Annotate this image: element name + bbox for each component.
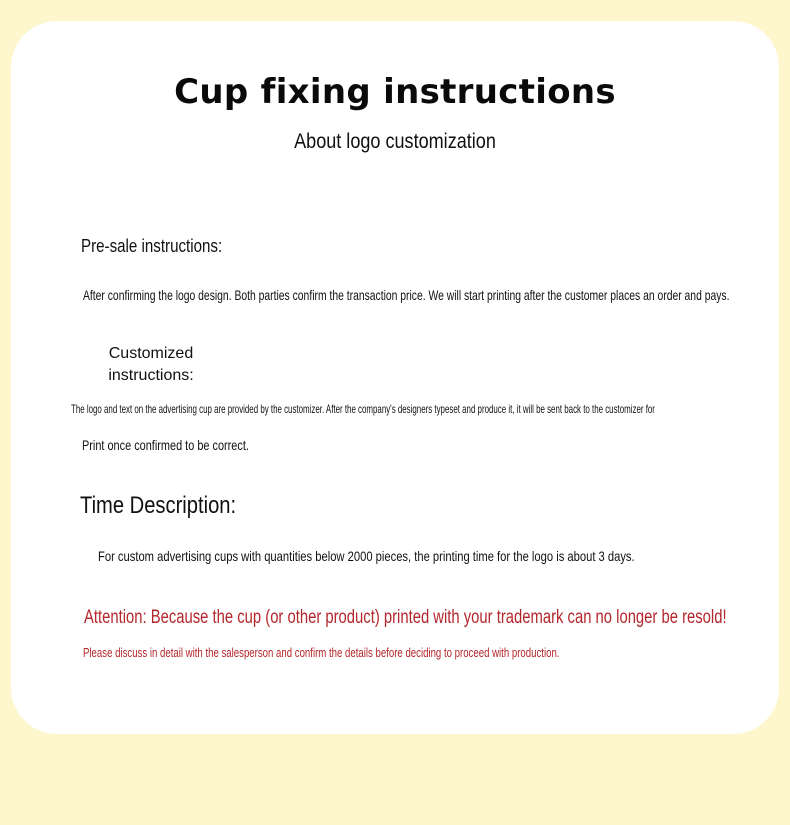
- page-title: Cup fixing instructions: [174, 72, 616, 112]
- customized-text-line1: The logo and text on the advertising cup are provided by the customizer. After the company's designers typeset and produce it, it will be sent back to the customizer for: [71, 402, 655, 416]
- presale-heading: Pre-sale instructions:: [81, 236, 223, 256]
- time-heading: Time Description:: [80, 492, 237, 519]
- presale-text: After confirming the logo design. Both parties confirm the transaction price. We will start printing after the customer places an order and pays.: [83, 287, 730, 303]
- attention-note: Please discuss in detail with the salesperson and confirm the details before deciding to proceed with production.: [83, 645, 560, 660]
- customized-text-line2: Print once confirmed to be correct.: [82, 437, 249, 453]
- attention-warning: Attention: Because the cup (or other product) printed with your trademark can no longer be resold!: [84, 607, 727, 628]
- customized-heading: Customized instructions:: [108, 345, 194, 384]
- page-subtitle: About logo customization: [294, 130, 496, 153]
- time-text: For custom advertising cups with quantities below 2000 pieces, the printing time for the logo is about 3 days.: [98, 548, 635, 564]
